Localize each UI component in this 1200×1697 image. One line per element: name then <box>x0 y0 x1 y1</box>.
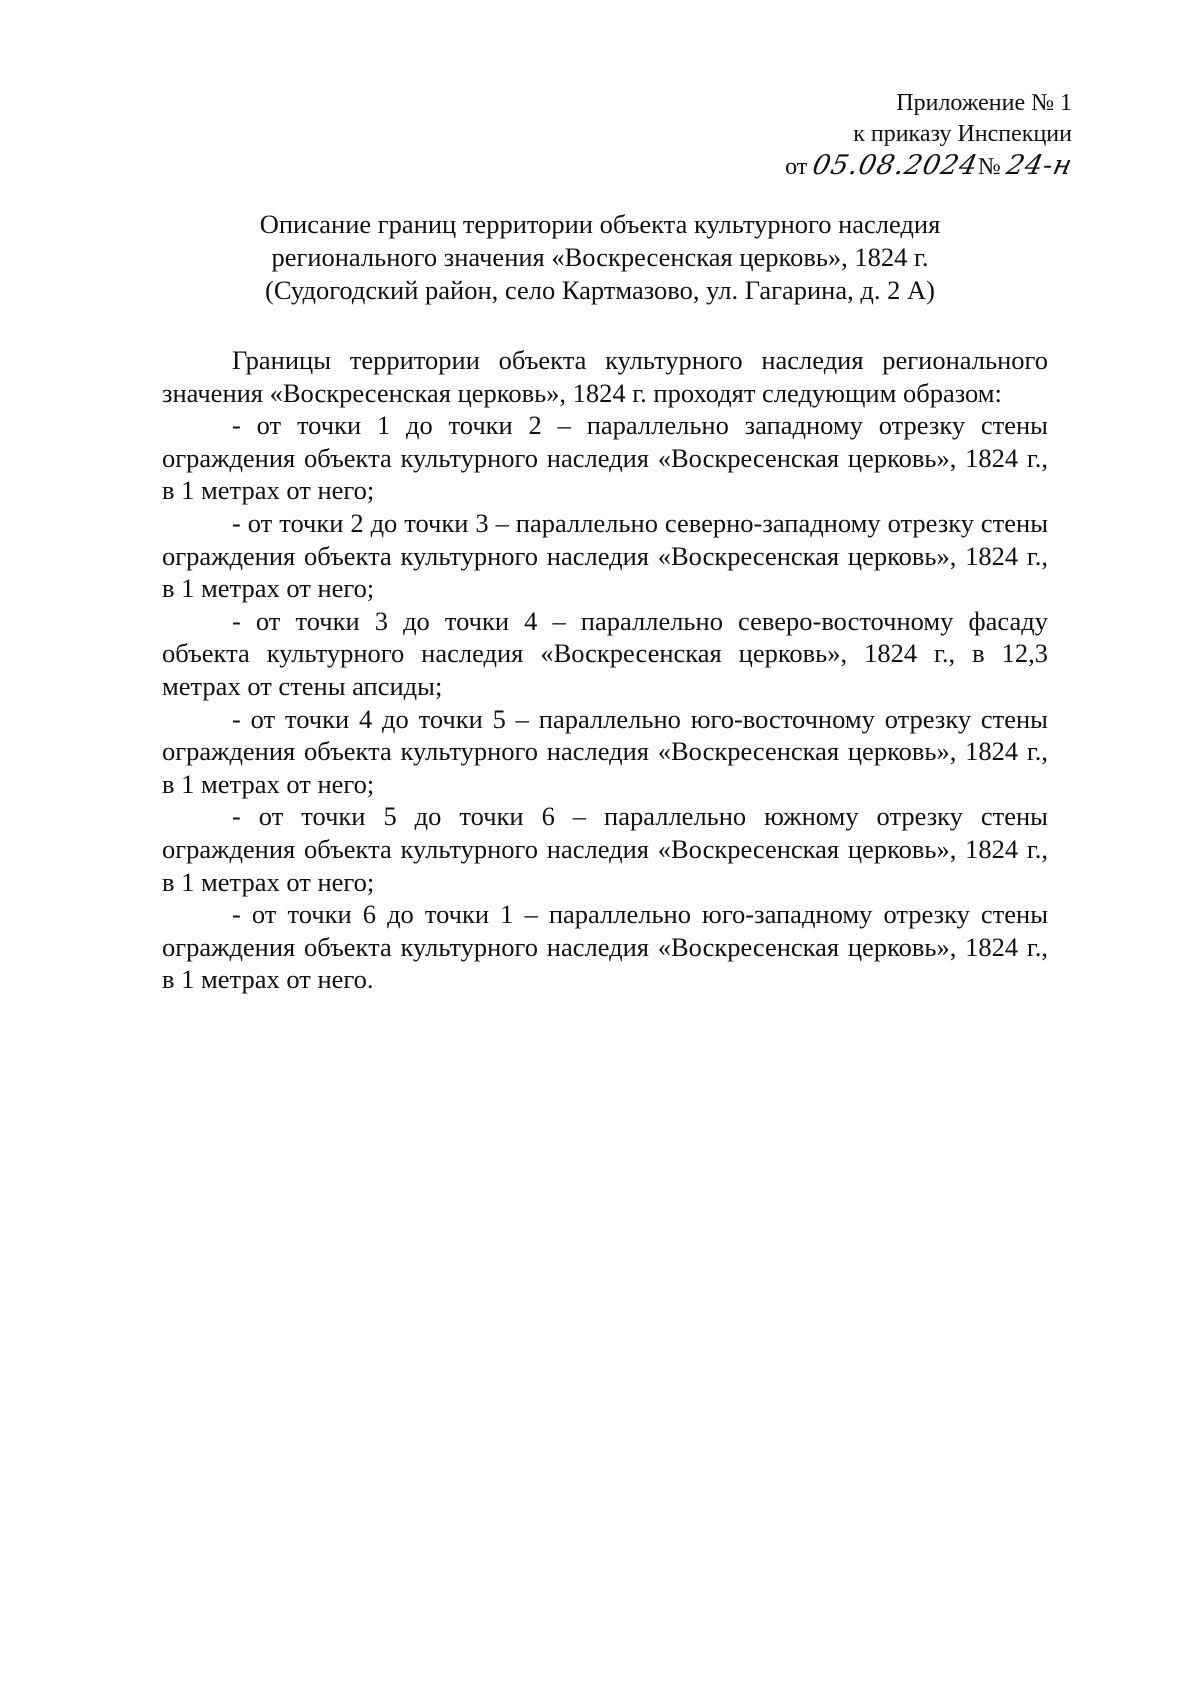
appendix-header <box>785 88 1076 183</box>
document-title <box>150 208 1050 307</box>
title-line-1: Описание границ территории объекта культурного наследия <box>259 209 941 239</box>
date-prefix: от <box>785 154 808 180</box>
handwritten-date: 05.08.2024 <box>809 150 982 181</box>
appendix-order-reference: к приказу Инспекции <box>853 121 1072 147</box>
document-body <box>162 344 1048 996</box>
appendix-number: Приложение № 1 <box>896 90 1072 116</box>
intro-paragraph: Границы территории объекта культурного наследия регионального значения «Воскресенская церковь», 1824 г. проходят следующим образом: <box>162 345 1048 408</box>
boundary-segment-6: - от точки 6 до точки 1 – параллельно юго-западному отрезку стены ограждения объекта культурного наследия «Воскресенская церковь», 1824 г., в 1 метрах от него. <box>162 899 1048 995</box>
boundary-segment-1: - от точки 1 до точки 2 – параллельно западному отрезку стены ограждения объекта культурного наследия «Воскресенская церковь», 1824 г., в 1 метрах от него; <box>162 410 1048 506</box>
number-sign: № <box>977 154 1001 180</box>
title-line-2: регионального значения «Воскресенская церковь», 1824 г. <box>271 242 929 272</box>
boundary-segment-3: - от точки 3 до точки 4 – параллельно северо-восточному фасаду объекта культурного наследия «Воскресенская церковь», 1824 г., в 12,3 метрах от стены апсиды; <box>162 605 1048 701</box>
boundary-segment-4: - от точки 4 до точки 5 – параллельно юго-восточному отрезку стены ограждения объекта культурного наследия «Воскресенская церковь», 1824 г., в 1 метрах от него; <box>162 703 1048 799</box>
boundary-segment-2: - от точки 2 до точки 3 – параллельно северно-западному отрезку стены ограждения объекта культурного наследия «Воскресенская церковь», 1824 г., в 1 метрах от него; <box>162 507 1048 604</box>
appendix-date-line <box>785 150 1076 183</box>
boundary-segment-5: - от точки 5 до точки 6 – параллельно южному отрезку стены ограждения объекта культурного наследия «Воскресенская церковь», 1824 г., в 1 метрах от него; <box>162 801 1048 897</box>
handwritten-order-number: 24-н <box>1003 150 1076 181</box>
title-line-3: (Судогодский район, село Картмазово, ул. Гагарина, д. 2 А) <box>265 275 935 305</box>
